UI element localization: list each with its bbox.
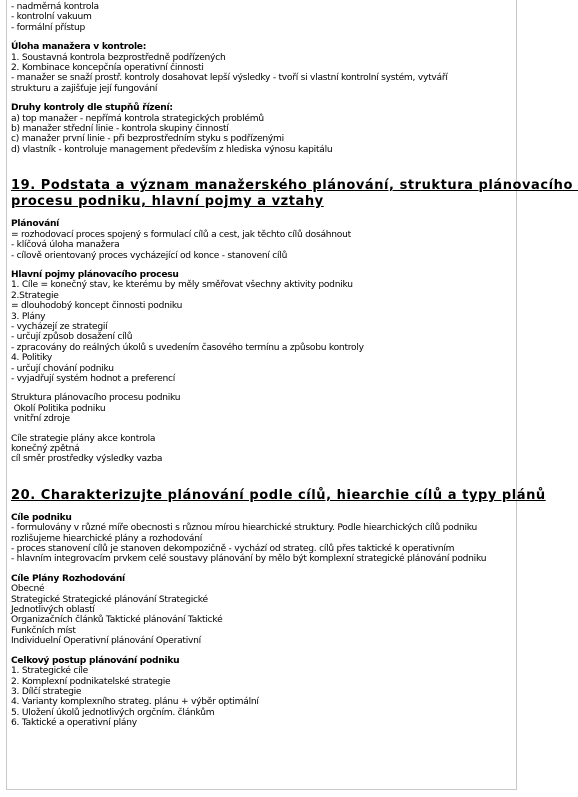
section-heading: Plánování <box>11 219 60 230</box>
text-line: 5. Uložení úkolů jednotlivých orgčním. článkům <box>11 707 215 718</box>
text-line: - vycházejí ze strategií <box>11 321 108 332</box>
chapter-title: 19. Podstata a význam manažerského plánování, struktura plánovacího <box>11 178 578 194</box>
text-line: Organizačních článků Taktické plánování Taktické <box>11 615 223 626</box>
text-line: = rozhodovací proces spojený s formulací cílů a cest, jak těchto cílů dosáhnout <box>11 229 351 240</box>
text-line: - určují chování podniku <box>11 363 114 374</box>
text-line: a) top manažer - nepřímá kontrola strategických problémů <box>11 113 264 124</box>
text-line: 1. Strategické cíle <box>11 666 89 677</box>
text-line: Obecné <box>11 584 45 595</box>
text-line: Funkčních míst <box>11 625 76 636</box>
section-20 <box>11 487 546 729</box>
text-line: strukturu a zajišťuje její fungování <box>11 83 158 94</box>
text-line: - proces stanovení cílů je stanoven dekompozičně - vychází od strateg. cílů přes taktické k operativním <box>11 544 455 555</box>
text-line: d) vlastník - kontroluje management především z hlediska výnosu kapitálu <box>11 144 333 155</box>
text-line: - cílově orientovaný proces vycházející od konce - stanovení cílů <box>11 250 288 261</box>
druhy-kontroly <box>11 103 512 155</box>
text-line: rozlišujeme hiearchické plány a rozhodování <box>11 533 203 544</box>
text-line: cíl směr prostředky výsledky vazba <box>11 454 163 465</box>
text-line: Jednotlivých oblastí <box>11 605 95 616</box>
section-heading: Cíle Plány Rozhodování <box>11 573 125 584</box>
text-line: 1. Cíle = konečný stav, ke kterému by měly směřovat všechny aktivity podniku <box>11 280 353 291</box>
text-line: - vyjadřují systém hodnot a preferencí <box>11 373 175 384</box>
section-heading: Hlavní pojmy plánovacího procesu <box>11 269 179 280</box>
text-line: = dlouhodobý koncept činnosti podniku <box>11 301 183 312</box>
chapter-title-continued: procesu podniku, hlavní pojmy a vztahy <box>11 194 324 210</box>
text-line: 3. Plány <box>11 311 46 322</box>
section-heading: Druhy kontroly dle stupňů řízení: <box>11 103 173 114</box>
text-line: 4. Politiky <box>11 353 53 364</box>
section-heading: Cíle podniku <box>11 512 72 523</box>
text-line: c) manažer první linie - při bezprostředním styku s podřízenými <box>11 134 284 145</box>
text-line: 4. Varianty komplexního strateg. plánu + výběr optimální <box>11 697 259 708</box>
text-line: Cíle strategie plány akce kontrola <box>11 433 156 444</box>
section-heading: Celkový postup plánování podniku <box>11 655 180 666</box>
section-heading: Úloha manažera v kontrole: <box>11 42 147 53</box>
text-line: b) manažer střední linie - kontrola skupiny činností <box>11 124 229 135</box>
text-line: konečný zpětná <box>11 444 80 454</box>
text-line: 2. Komplexní podnikatelské strategie <box>11 676 171 687</box>
text-line: - hlavním integrovacím prvkem celé soustavy plánování by mělo být komplexní strategické plánování podniku <box>11 554 487 565</box>
text-line: Okolí Politika podniku <box>11 403 106 414</box>
text-line: vnitřní zdroje <box>11 414 70 425</box>
uloha-manazera <box>11 42 512 94</box>
text-line: 2. Kombinace koncepčnía operativní činnosti <box>11 63 204 74</box>
list-item: - kontrolní vakuum <box>11 12 92 23</box>
text-line: 1. Soustavná kontrola bezprostředně podřízených <box>11 52 226 63</box>
text-line: 6. Taktické a operativní plány <box>11 718 137 729</box>
text-line: - formulovány v různé míře obecnosti s různou mírou hiearchické struktury. Podle hiearchických cílů podniku <box>11 523 478 534</box>
text-line: - zpracovány do reálných úkolů s uvedením časového termínu a způsobu kontroly <box>11 342 364 353</box>
section-19 <box>11 178 578 465</box>
document-page <box>6 0 578 790</box>
text-line: - určují způsob dosažení cílů <box>11 332 133 343</box>
text-line: Struktura plánovacího procesu podniku <box>11 393 181 404</box>
top-list <box>11 2 512 33</box>
text-line: 3. Dílčí strategie <box>11 686 82 697</box>
list-item: - formální přístup <box>11 22 86 33</box>
text-line: Individuelní Operativní plánování Operativní <box>11 636 201 647</box>
text-line: - klíčová úloha manažera <box>11 240 120 251</box>
text-line: - manažer se snaží prostř. kontroly dosahovat lepší výsledky - tvoří si vlastní kontrolní systém, vytváří <box>11 73 448 84</box>
list-item: - nadměrná kontrola <box>11 2 99 12</box>
text-line: Strategické Strategické plánování Strategické <box>11 594 208 605</box>
text-line: 2.Strategie <box>11 290 59 301</box>
chapter-title: 20. Charakterizujte plánování podle cílů, hiearchie cílů a typy plánů <box>11 487 546 503</box>
